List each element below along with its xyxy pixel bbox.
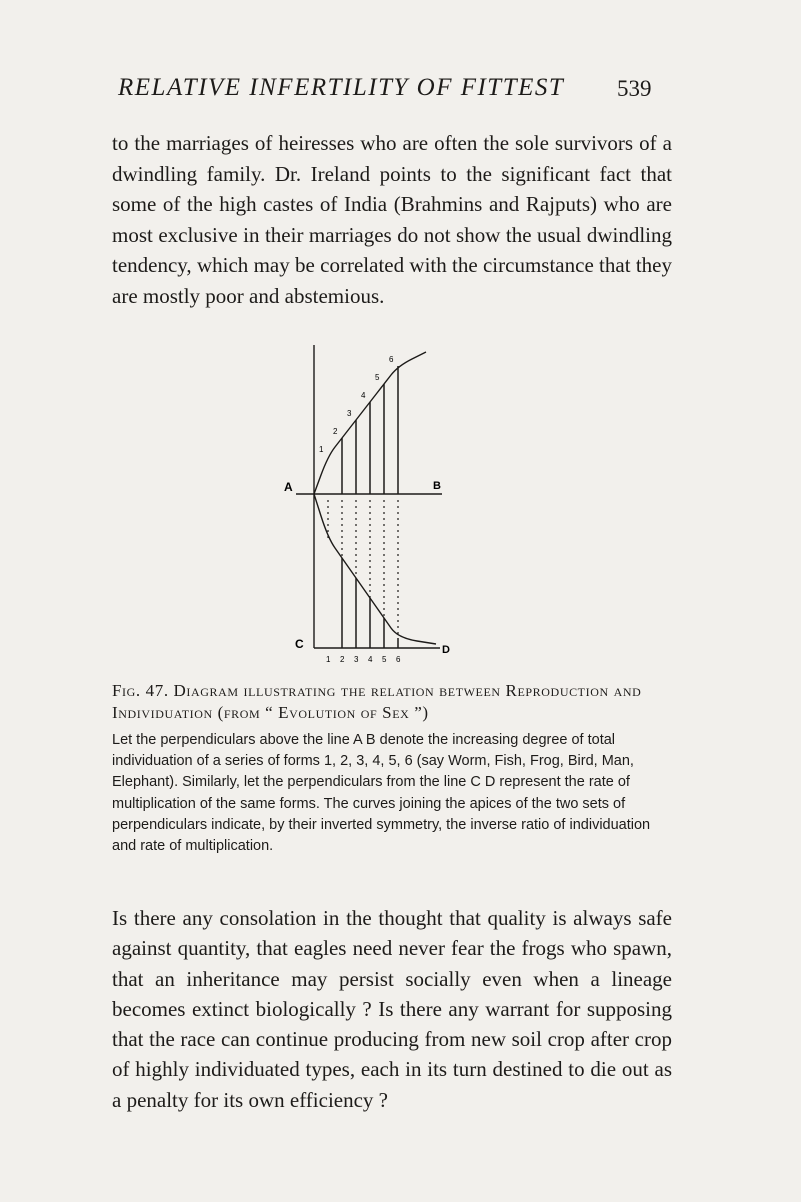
figure-47-diagram (270, 330, 470, 670)
reproduction-individuation-diagram (270, 330, 470, 670)
lower-number-1: 1 (326, 655, 331, 664)
figure-caption-title: Fig. 47. Diagram illustrating the relation between Reproduction and Individuation (from “ Evolution of Sex ”) (112, 681, 642, 722)
upper-number-5: 5 (375, 373, 380, 382)
lower-number-4: 4 (368, 655, 373, 664)
running-title: RELATIVE INFERTILITY OF FITTEST (118, 74, 565, 101)
lower-number-6: 6 (396, 655, 401, 664)
lower-perpendiculars (342, 558, 398, 648)
label-a: A (284, 480, 293, 494)
dotted-guide-lines (328, 500, 398, 638)
lower-number-5: 5 (382, 655, 387, 664)
upper-number-2: 2 (333, 427, 338, 436)
paragraph-top: to the marriages of heiresses who are often the sole survivors of a dwindling family. Dr. Ireland points to the significant fact that some of the high castes of India (Brahmins and Rajputs) who are most exclusive in their marriages do not show the usual dwindling tendency, which may be correlated with the circumstance that they are mostly poor and abstemious. (112, 131, 672, 308)
label-c: C (295, 637, 304, 651)
upper-perpendiculars (342, 366, 398, 494)
running-header (0, 74, 801, 114)
multiplication-curve (314, 494, 436, 644)
page-number: 539 (617, 76, 652, 101)
figure-caption-body: Let the perpendiculars above the line A B denote the increasing degree of total individuation of a series of forms 1, 2, 3, 4, 5, 6 (say Worm, Fish, Frog, Bird, Man, Elephant). Similarly, let the perpendiculars from the line C D represent the rate of multiplication of the same forms. The curves joining the apices of the two sets of perpendiculars indicate, by their inverted symmetry, the inverse ratio of individuation and rate of multiplication. (112, 732, 651, 855)
lower-number-3: 3 (354, 655, 359, 664)
lower-numbers (326, 655, 401, 664)
upper-number-4: 4 (361, 391, 366, 400)
label-b: B (433, 480, 441, 492)
label-d: D (442, 644, 450, 656)
paragraph-bottom: Is there any consolation in the thought that quality is always safe against quantity, that eagles need never fear the frogs who spawn, that an inheritance may persist socially even when a lineage becomes extinct biologically ? Is there any warrant for supposing that the race can continue producing from new soil crop after crop of highly individuated types, each in its turn destined to die out as a penalty for its own efficiency ? (112, 906, 672, 1112)
upper-number-6: 6 (389, 355, 394, 364)
upper-number-1: 1 (319, 445, 324, 454)
lower-number-2: 2 (340, 655, 345, 664)
upper-number-3: 3 (347, 409, 352, 418)
